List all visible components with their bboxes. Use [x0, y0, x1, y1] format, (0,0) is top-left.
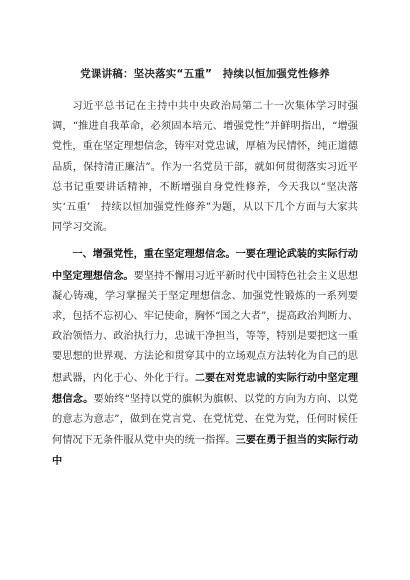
- section-one-paragraph: [52, 244, 358, 472]
- section-one-heading: 一、增强党性，重在坚定理想信念。一要在理论武装的实际行动中坚定理想信念。: [52, 248, 358, 282]
- point-two-heading: 二要在对党忠诚的实际行动中坚定理想信念。: [52, 371, 359, 405]
- point-three-heading: 三要在勇于担当的实际行动中: [52, 434, 359, 468]
- document-title: 党课讲稿：坚决落实“五重” 持续以恒加强党性修养: [80, 68, 330, 80]
- intro-paragraph: 习近平总书记在主持中共中央政治局第二十一次集体学习时强调，“推进自我革命，必须固本培元、增强党性”并鲜明指出，“增强党性，重在坚定理想信念，铸牢对党忠诚，厚植为民情怀，纯正道德品质，保持清正廉洁”。作为一名党员干部，就如何贯彻落实习近平总书记重要讲话精神，不断增强自身党性修养，今天我以“坚决落实‘五重’ 持续以恒加强党性修养”为题，从以下几个方面与大家共同学习交流。: [52, 101, 358, 234]
- point-two-text: 要始终“坚持以党的旗帜为旗帜、以党的方向为方向、以党的意志为意志”，做到在党言党、在党忧党、在党为党，任何时候任何情况下无条件服从党中央的统一指挥。: [52, 393, 358, 447]
- section-one-text: 要坚持不懈用习近平新时代中国特色社会主义思想凝心铸魂，学习掌握关于坚定理想信念、加强党性锻炼的一系列要求，包括不忘初心、牢记使命，胸怀“国之大者”，提高政治判断力、政治领悟力、政治执行力，忠诚干净担当，等等，特别是要把这一重要思想的世界观、方法论和贯穿其中的立场观点方法转化为自己的思想武器，内化于心、外化于行。: [52, 270, 359, 384]
